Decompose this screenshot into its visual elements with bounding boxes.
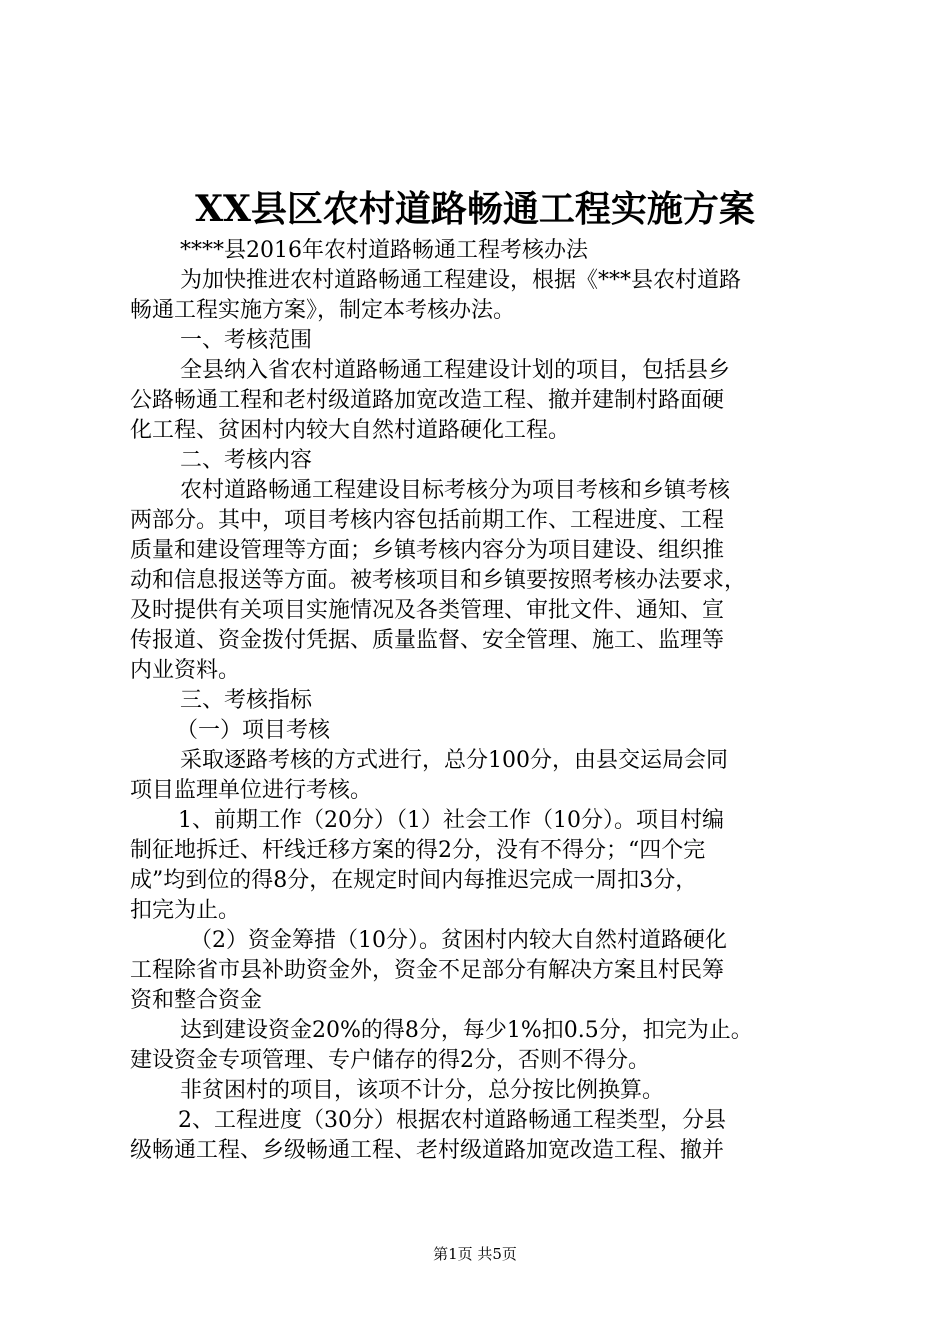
body-line: 2、工程进度（30分）根据农村道路畅通工程类型，分县 <box>178 1108 726 1133</box>
body-line: 达到建设资金20%的得8分，每少1%扣0.5分，扣完为止。 <box>180 1018 753 1043</box>
section-heading: 二、考核内容 <box>180 448 313 473</box>
section-heading: 三、考核指标 <box>180 688 313 713</box>
body-line: 制征地拆迁、杆线迁移方案的得2分，没有不得分；“四个完 <box>130 838 706 863</box>
body-line: 1、前期工作（20分）（1）社会工作（10分）。项目村编 <box>178 808 724 833</box>
body-line: 传报道、资金拨付凭据、质量监督、安全管理、施工、监理等 <box>130 628 725 653</box>
body-line: 质量和建设管理等方面；乡镇考核内容分为项目建设、组织推 <box>130 538 725 563</box>
body-line: 及时提供有关项目实施情况及各类管理、审批文件、通知、宣 <box>130 598 725 623</box>
subsection-heading: （一）项目考核 <box>176 718 331 743</box>
body-line: 级畅通工程、乡级畅通工程、老村级道路加宽改造工程、撤并 <box>130 1138 725 1163</box>
body-line: ****县2016年农村道路畅通工程考核办法 <box>180 238 588 263</box>
body-line: 为加快推进农村道路畅通工程建设，根据《***县农村道路 <box>180 268 742 293</box>
body-line: 项目监理单位进行考核。 <box>130 778 373 803</box>
body-line: 成”均到位的得8分，在规定时间内每推迟完成一周扣3分， <box>130 868 698 893</box>
body-line: 两部分。其中，项目考核内容包括前期工作、工程进度、工程 <box>130 508 725 533</box>
body-line: 农村道路畅通工程建设目标考核分为项目考核和乡镇考核 <box>180 478 731 503</box>
body-line: 建设资金专项管理、专户储存的得2分，否则不得分。 <box>130 1048 650 1073</box>
body-line: 采取逐路考核的方式进行，总分100分，由县交运局会同 <box>180 748 728 773</box>
body-line: 扣完为止。 <box>130 898 241 923</box>
section-heading: 一、考核范围 <box>180 328 313 353</box>
document-title: XX县区农村道路畅通工程实施方案 <box>195 188 755 230</box>
body-line: 动和信息报送等方面。被考核项目和乡镇要按照考核办法要求， <box>130 568 747 593</box>
body-line: 畅通工程实施方案》，制定本考核办法。 <box>130 298 516 323</box>
body-line: 非贫困村的项目，该项不计分，总分按比例换算。 <box>180 1078 665 1103</box>
body-line: （2）资金筹措（10分）。贫困村内较大自然村道路硬化 <box>190 928 727 953</box>
body-line: 全县纳入省农村道路畅通工程建设计划的项目，包括县乡 <box>180 358 731 383</box>
page-footer: 第1页 共5页 <box>433 1245 517 1263</box>
body-line: 公路畅通工程和老村级道路加宽改造工程、撤并建制村路面硬 <box>130 388 725 413</box>
body-line: 内业资料。 <box>130 658 241 683</box>
body-line: 资和整合资金 <box>130 988 263 1013</box>
body-line: 化工程、贫困村内较大自然村道路硬化工程。 <box>130 418 571 443</box>
body-line: 工程除省市县补助资金外，资金不足部分有解决方案且村民筹 <box>130 958 725 983</box>
